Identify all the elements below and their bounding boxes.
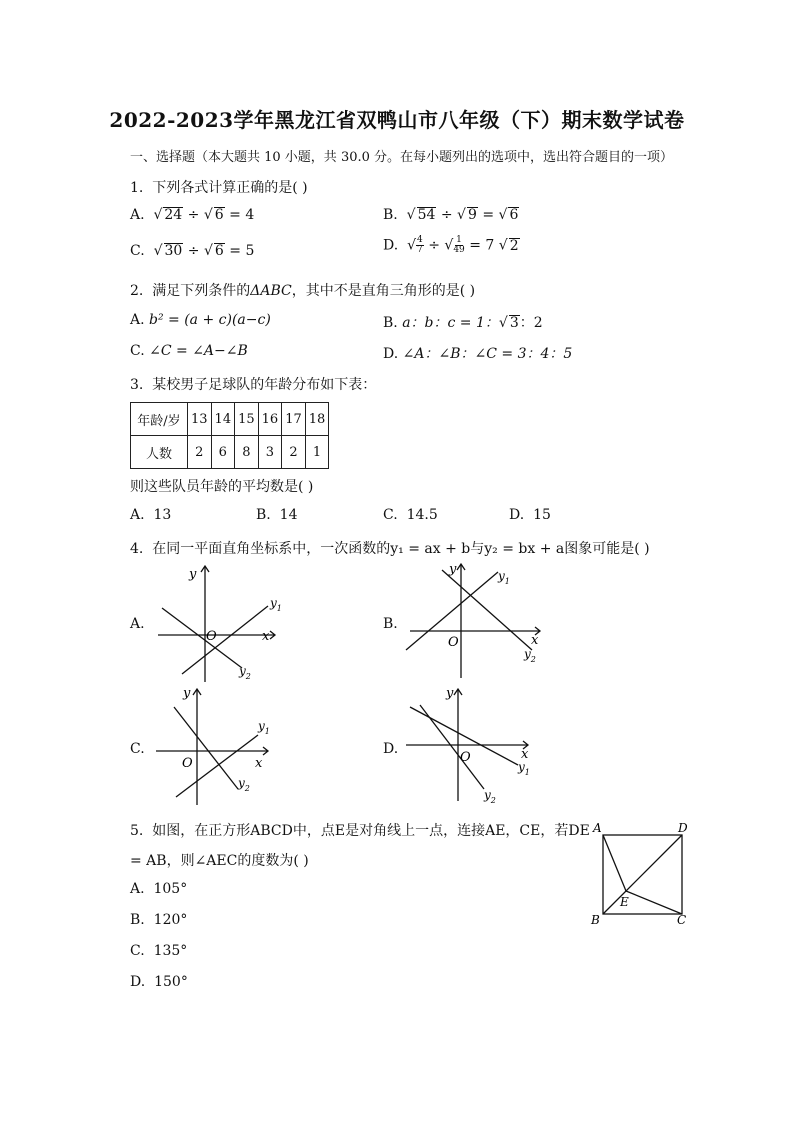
y-label: y <box>183 686 191 701</box>
y2-label: $y_2$ <box>484 788 496 805</box>
table-header-row <box>131 403 329 436</box>
table-cell: 1 <box>305 436 329 469</box>
y-label: y <box>446 686 454 701</box>
q1-option-a[interactable]: A. √ 24 ÷ √ 6 = 4 <box>130 207 255 223</box>
y2-label: $y_2$ <box>239 664 251 681</box>
table-cell: 16 <box>258 403 282 436</box>
question-4-stem: 4. 在同一平面直角坐标系中，一次函数的y₁ = ax + b与y₂ = bx + a图象可能是( ) <box>130 541 650 557</box>
segment-ce <box>626 891 682 914</box>
graph-b[interactable] <box>400 560 550 685</box>
table-cell: 14 <box>211 403 235 436</box>
table-cell: 6 <box>211 436 235 469</box>
question-1-stem: 1. 下列各式计算正确的是( ) <box>130 180 308 196</box>
point-c-label: C <box>677 913 687 927</box>
page-title: 2022-2023学年黑龙江省双鸭山市八年级（下）期末数学试卷 <box>109 108 685 132</box>
q1-option-d[interactable]: D. √ $\frac{4}{7}$ ÷ √ $\frac{1}{49}$ = 7 √ 2 <box>383 235 519 255</box>
q1-option-c[interactable]: C. √ 30 ÷ √ 6 = 5 <box>130 243 255 259</box>
table-cell: 2 <box>188 436 212 469</box>
table-cell: 年龄/岁 <box>131 403 188 436</box>
table-cell: 18 <box>305 403 329 436</box>
x-label: x <box>531 633 539 648</box>
x-label: x <box>262 629 270 644</box>
line-y1 <box>182 606 268 674</box>
table-cell: 8 <box>235 436 259 469</box>
question-2-stem: 2. 满足下列条件的ΔABC，其中不是直角三角形的是( ) <box>130 283 476 299</box>
y2-label: $y_2$ <box>238 776 250 793</box>
origin-label: O <box>206 629 217 644</box>
segment-ae <box>603 835 626 891</box>
y1-label: $y_1$ <box>258 719 270 736</box>
line-y2 <box>174 707 238 789</box>
table-cell: 15 <box>235 403 259 436</box>
table-cell: 3 <box>258 436 282 469</box>
q3-option-c[interactable]: C. 14.5 <box>383 507 438 523</box>
q5-option-d[interactable]: D. 150° <box>130 974 188 990</box>
point-a-label: A <box>593 821 602 835</box>
graph-d[interactable] <box>400 683 550 808</box>
y-label: y <box>449 562 457 577</box>
point-d-label: D <box>678 821 688 835</box>
square-figure <box>585 818 700 930</box>
line-y2 <box>420 705 484 789</box>
q4-option-b-label[interactable]: B. <box>383 616 398 632</box>
point-e-label: E <box>620 895 629 909</box>
y1-label: $y_1$ <box>518 760 530 777</box>
q2-option-c[interactable]: C. ∠C = ∠A−∠B <box>130 343 248 359</box>
x-label: x <box>255 756 263 771</box>
q5-option-a[interactable]: A. 105° <box>130 881 188 897</box>
q1-option-b[interactable]: B. √ 54 ÷ √ 9 = √ 6 <box>383 207 519 223</box>
table-cell: 13 <box>188 403 212 436</box>
question-3-stem: 3. 某校男子足球队的年龄分布如下表： <box>130 377 377 393</box>
y2-label: $y_2$ <box>524 647 536 664</box>
origin-label: O <box>460 750 471 765</box>
q3-option-a[interactable]: A. 13 <box>130 507 172 523</box>
q2-option-b[interactable]: B. a：b：c = 1：√ 3：2 <box>383 315 543 331</box>
graph-a[interactable] <box>150 560 290 685</box>
question-5-stem: 5. 如图，在正方形ABCD中，点E是对角线上一点，连接AE，CE，若DE <box>130 823 590 839</box>
point-b-label: B <box>591 913 600 927</box>
y-label: y <box>189 567 197 582</box>
table-cell: 2 <box>282 436 306 469</box>
graph-c[interactable] <box>150 683 290 808</box>
q5-option-c[interactable]: C. 135° <box>130 943 188 959</box>
q4-option-c-label[interactable]: C. <box>130 741 145 757</box>
y1-label: $y_1$ <box>498 569 510 586</box>
table-cell: 人数 <box>131 436 188 469</box>
q4-option-d-label[interactable]: D. <box>383 741 399 757</box>
age-table <box>130 402 329 469</box>
q3-option-b[interactable]: B. 14 <box>256 507 298 523</box>
q3-option-d[interactable]: D. 15 <box>509 507 551 523</box>
table-cell: 17 <box>282 403 306 436</box>
q2-option-a[interactable]: A. b² = (a + c)(a−c) <box>130 312 271 328</box>
question-3-follow: 则这些队员年龄的平均数是( ) <box>130 479 314 495</box>
q2-option-d[interactable]: D. ∠A：∠B：∠C = 3：4：5 <box>383 346 573 362</box>
table-row <box>131 436 329 469</box>
origin-label: O <box>182 756 193 771</box>
y1-label: $y_1$ <box>270 596 282 613</box>
diagonal-bd <box>603 835 682 914</box>
x-label: x <box>521 747 529 762</box>
section-heading: 一、选择题（本大题共 10 小题，共 30.0 分。在每小题列出的选项中，选出符合题目的一项） <box>130 150 674 165</box>
origin-label: O <box>448 635 459 650</box>
question-5-stem-line2: = AB，则∠AEC的度数为( ) <box>130 853 309 869</box>
q5-option-b[interactable]: B. 120° <box>130 912 188 928</box>
q4-option-a-label[interactable]: A. <box>130 616 145 632</box>
